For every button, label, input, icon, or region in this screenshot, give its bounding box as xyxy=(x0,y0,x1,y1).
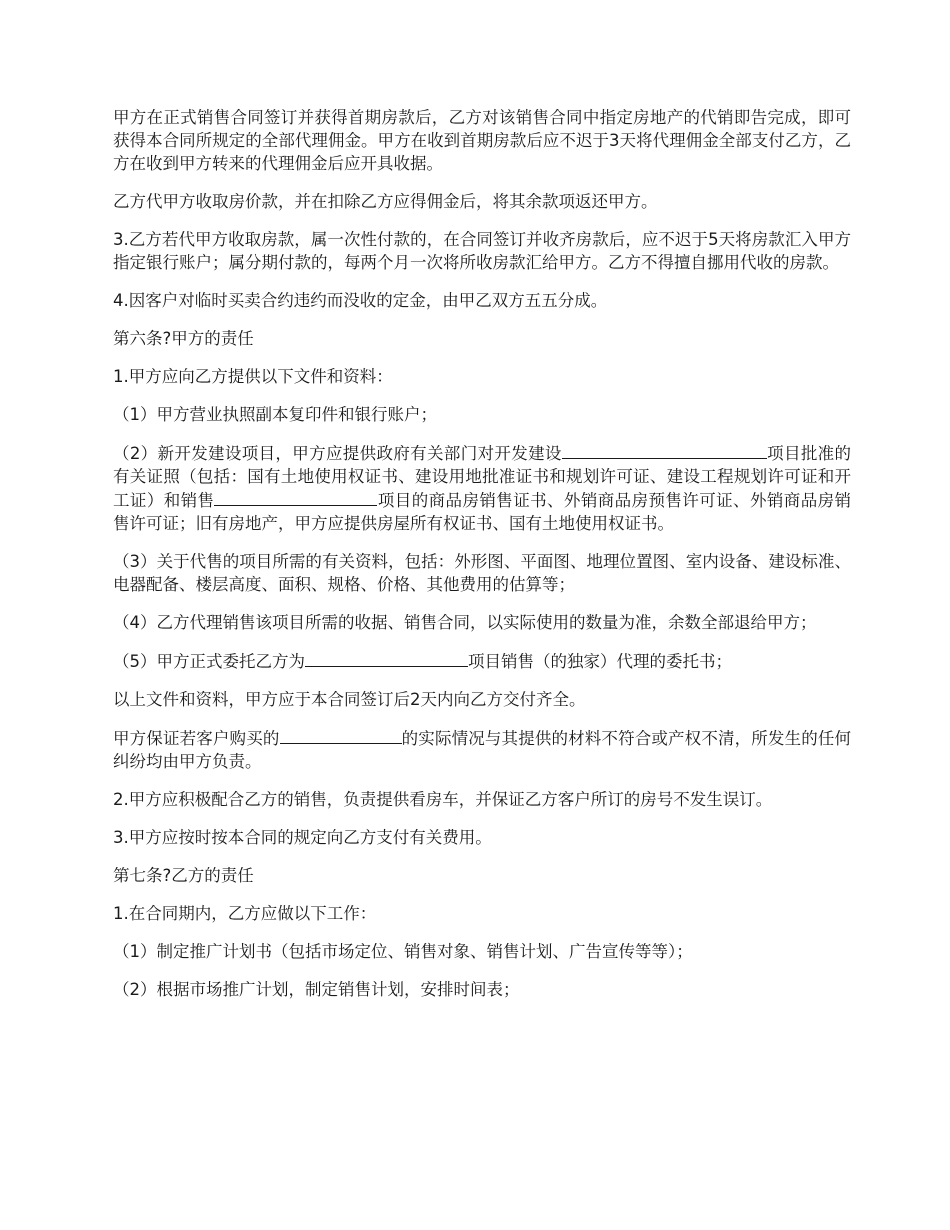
text-segment: 项目的商品房销售证书、外销商品房预售许可证、外销商品房销售许可证；旧有房地产，甲方应提供房屋所有权证书、国有土地使用权证书。 xyxy=(113,491,852,533)
paragraph: 3.乙方若代甲方收取房款，属一次性付款的，在合同签订并收齐房款后，应不迟于5天将房款汇入甲方指定银行账户；属分期付款的，每两个月一次将所收房款汇给甲方。乙方不得擅自挪用代收的房款。 xyxy=(113,230,851,272)
paragraph: 乙方代甲方收取房价款，并在扣除乙方应得佣金后，将其余款项返还甲方。 xyxy=(113,192,658,211)
paragraph: 甲方在正式销售合同签订并获得首期房款后，乙方对该销售合同中指定房地产的代销即告完成，即可获得本合同所规定的全部代理佣金。甲方在收到首期房款后应不迟于3天将代理佣金全部支付乙方，乙方在收到甲方转来的代理佣金后应开具收据。 xyxy=(113,108,851,173)
text-segment: 项目销售（的独家）代理的委托书； xyxy=(468,652,732,671)
section-heading: 第六条?甲方的责任 xyxy=(113,329,254,348)
list-item xyxy=(113,649,851,673)
text-segment: 的实际情况与其提供的材料不符合或产权不清，所发生的任何纠纷均由甲方负责。 xyxy=(113,729,852,771)
list-item: （1）制定推广计划书（包括市场定位、销售对象、销售计划、广告宣传等等）； xyxy=(113,942,693,961)
text-segment: （5）甲方正式委托乙方为 xyxy=(113,652,305,671)
paragraph: 3.甲方应按时按本合同的规定向乙方支付有关费用。 xyxy=(113,828,492,847)
section-heading: 第七条?乙方的责任 xyxy=(113,866,254,885)
paragraph: 1.在合同期内，乙方应做以下工作： xyxy=(113,904,377,923)
list-item xyxy=(113,441,851,535)
fill-in-blank xyxy=(305,649,468,667)
paragraph: 2.甲方应积极配合乙方的销售，负责提供看房车，并保证乙方客户所订的房号不发生误订。 xyxy=(113,790,773,809)
paragraph: 4.因客户对临时买卖合约违约而没收的定金，由甲乙双方五五分成。 xyxy=(113,291,608,310)
text-segment: 项目批准的有关证照（包括：国有土地使用权证书、建设用地批准证书和规划许可证、建设工程规划许可证和开工证）和销售 xyxy=(113,444,851,510)
paragraph xyxy=(113,726,851,773)
document-body xyxy=(113,106,851,1016)
list-item: （1）甲方营业执照副本复印件和银行账户； xyxy=(113,405,437,424)
paragraph: 1.甲方应向乙方提供以下文件和资料： xyxy=(113,367,393,386)
list-item: （4）乙方代理销售该项目所需的收据、销售合同，以实际使用的数量为准，余数全部退给甲方； xyxy=(113,613,817,632)
fill-in-blank xyxy=(214,488,377,506)
fill-in-blank xyxy=(562,441,767,459)
text-segment: 甲方保证若客户购买的 xyxy=(113,729,280,748)
list-item: （2）根据市场推广计划，制定销售计划，安排时间表； xyxy=(113,980,520,999)
fill-in-blank xyxy=(280,726,402,744)
list-item: （3）关于代售的项目所需的有关资料，包括：外形图、平面图、地理位置图、室内设备、建设标准、电器配备、楼层高度、面积、规格、价格、其他费用的估算等； xyxy=(113,552,851,594)
paragraph: 以上文件和资料，甲方应于本合同签订后2天内向乙方交付齐全。 xyxy=(113,690,586,709)
text-segment: （2）新开发建设项目，甲方应提供政府有关部门对开发建设 xyxy=(113,444,562,463)
